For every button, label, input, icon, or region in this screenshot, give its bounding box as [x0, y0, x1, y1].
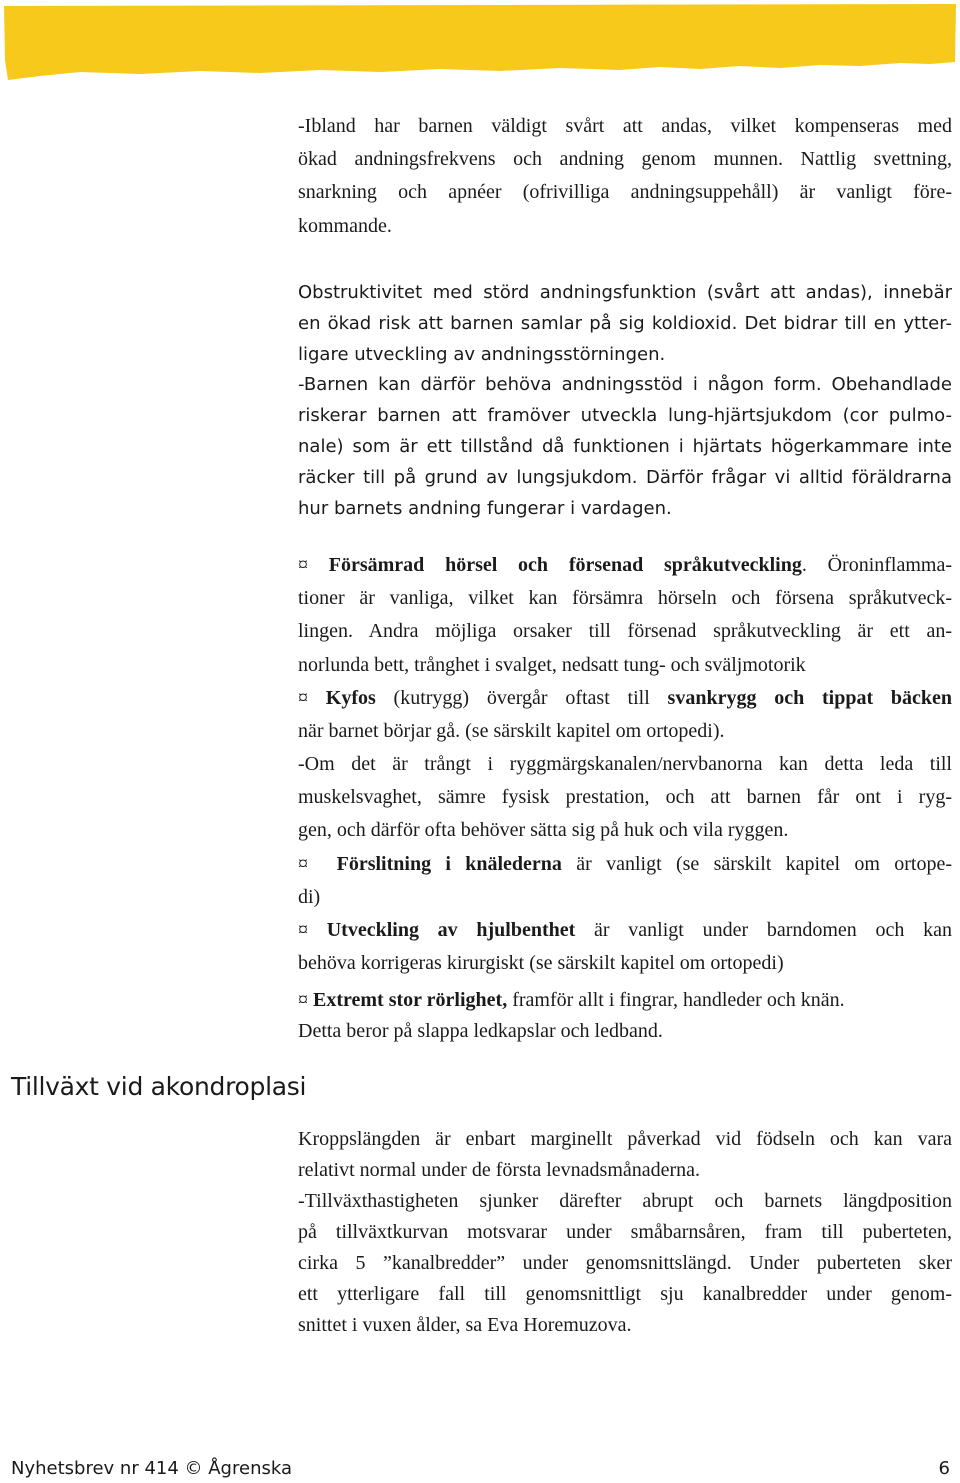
text-line: gen, och därför ofta behöver sätta sig på huk och vila ryggen.	[298, 819, 789, 842]
text-line: ¤ Utveckling av hjulbenthet är vanligt under barndomen och kan	[298, 919, 953, 941]
bullet-title-2: svankrygg och tippat bäcken	[667, 687, 953, 709]
text-line: riskerar barnen att framöver utveckla lung-hjärtsjukdom (cor pulmo-	[298, 405, 952, 427]
page-number: 6	[938, 1458, 950, 1479]
text-line: ¤ Försämrad hörsel och försenad språkutveckling. Öroninflamma-	[298, 554, 952, 576]
header-banner	[0, 0, 960, 90]
bullet-icon: ¤	[298, 989, 308, 1011]
bullet-horsel	[298, 549, 952, 682]
tillvaxt-paragraph	[298, 1124, 952, 1341]
bullet-title: Förslitning i knälederna	[336, 853, 562, 875]
text-line: Obstruktivitet med störd andningsfunktion (svårt att andas), innebär	[298, 282, 952, 303]
bullet-title: Kyfos	[325, 687, 376, 709]
text-line: Kroppslängden är enbart marginellt påverkad vid födseln och kan vara	[298, 1128, 952, 1150]
text-line: tioner är vanliga, vilket kan försämra hörseln och försena språkutveck-	[298, 587, 952, 610]
bullet-knaleder	[298, 848, 952, 914]
intro-paragraph	[298, 110, 952, 243]
text-line: relativt normal under de första levnadsmånaderna.	[298, 1159, 701, 1181]
text-line: nale) som är ett tillstånd då funktionen i hjärtats högerkammare inte	[298, 435, 952, 457]
text-line: ett ytterligare fall till genomsnittligt sju kanalbredder under genom-	[298, 1283, 952, 1305]
text-line: lingen. Andra möjliga orsaker till försenad språkutveckling är ett an-	[298, 620, 952, 643]
bullet-rorlighet	[298, 985, 952, 1047]
text-line: på tillväxtkurvan motsvarar under småbarnsåren, fram till puberteten,	[298, 1221, 952, 1243]
bullet-title: Utveckling av hjulbenthet	[326, 919, 576, 941]
text-line: -Ibland har barnen väldigt svårt att andas, vilket kompenseras med	[298, 115, 952, 137]
text-line: ökad andningsfrekvens och andning genom munnen. Nattlig svettning,	[298, 148, 952, 171]
text-line: -Om det är trångt i ryggmärgskanalen/nervbanorna kan detta leda till	[298, 753, 952, 775]
section-heading: Tillväxt vid akondroplasi	[11, 1072, 307, 1101]
text-line: cirka 5 ”kanalbredder” under genomsnittslängd. Under puberteten sker	[298, 1252, 952, 1274]
text-line: ¤ Förslitning i knälederna är vanligt (se särskilt kapitel om ortope-	[298, 853, 952, 875]
text-line: ¤ Kyfos (kutrygg) övergår oftast till svankrygg och tippat bäcken	[298, 687, 953, 709]
bullet-title: Försämrad hörsel och försenad språkutveckling	[328, 554, 802, 576]
text-line: snarkning och apnéer (ofrivilliga andningsuppehåll) är vanligt före-	[298, 181, 952, 204]
bullet-icon: ¤	[298, 554, 308, 576]
obstruktivitet-paragraph	[298, 278, 952, 524]
text-line: kommande.	[298, 214, 392, 237]
text-line: di)	[298, 886, 321, 909]
text-line: -Tillväxthastigheten sjunker därefter abrupt och barnets längdposition	[298, 1190, 952, 1212]
text-line: muskelsvaghet, sämre fysisk prestation, och att barnen får ont i ryg-	[298, 786, 952, 809]
footer-publication: Nyhetsbrev nr 414 © Ågrenska	[11, 1458, 292, 1479]
bullet-kyfos	[298, 682, 952, 748]
text-line: norlunda bett, trånghet i svalget, nedsatt tung- och sväljmotorik	[298, 653, 806, 676]
text-line: ligare utveckling av andningsstörningen.	[298, 343, 666, 365]
text-line: -Barnen kan därför behöva andningsstöd i någon form. Obehandlade	[298, 374, 952, 396]
text-line: ¤ Extremt stor rörlighet, framför allt i fingrar, handleder och knän.	[298, 989, 845, 1011]
ryggmarg-paragraph	[298, 748, 952, 848]
text-line: snittet i vuxen ålder, sa Eva Horemuzova.	[298, 1314, 632, 1336]
bullet-icon: ¤	[298, 853, 308, 875]
text-line: en ökad risk att barnen samlar på sig koldioxid. Det bidrar till en ytter-	[298, 312, 952, 334]
text-line: Detta beror på slappa ledkapslar och ledband.	[298, 1020, 663, 1042]
bullet-title: Extremt stor rörlighet,	[313, 989, 508, 1011]
bullet-hjulben	[298, 914, 952, 980]
text-line: när barnet börjar gå. (se särskilt kapitel om ortopedi).	[298, 720, 725, 743]
bullet-icon: ¤	[298, 687, 308, 709]
text-line: behöva korrigeras kirurgiskt (se särskilt kapitel om ortopedi)	[298, 952, 784, 975]
text-line: hur barnets andning fungerar i vardagen.	[298, 497, 672, 519]
text-line: räcker till på grund av lungsjukdom. Därför frågar vi alltid föräldrarna	[298, 466, 952, 488]
bullet-icon: ¤	[298, 919, 308, 941]
